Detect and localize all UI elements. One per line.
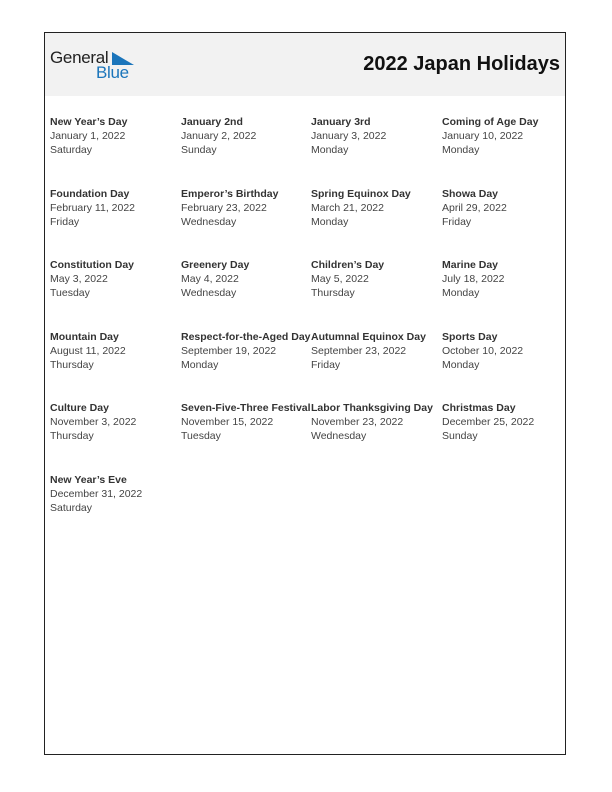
holiday-date: September 23, 2022 bbox=[311, 344, 407, 357]
holiday-weekday: Monday bbox=[311, 144, 349, 156]
holiday-weekday: Wednesday bbox=[311, 430, 367, 442]
page-header bbox=[45, 33, 565, 96]
holiday-entry bbox=[50, 187, 181, 259]
holiday-name: Mountain Day bbox=[50, 330, 119, 343]
holiday-date: November 23, 2022 bbox=[311, 416, 404, 428]
holiday-weekday: Monday bbox=[442, 144, 480, 156]
holiday-date: July 18, 2022 bbox=[442, 273, 505, 285]
holiday-entry bbox=[442, 187, 565, 259]
holiday-weekday: Monday bbox=[442, 287, 480, 299]
holiday-weekday: Thursday bbox=[50, 358, 94, 371]
logo-text-blue: Blue bbox=[96, 63, 129, 82]
holiday-name: Foundation Day bbox=[50, 187, 130, 200]
holiday-name: New Year’s Day bbox=[50, 116, 128, 128]
holiday-entry bbox=[50, 115, 181, 187]
holiday-date: October 10, 2022 bbox=[442, 344, 524, 357]
logo-text-general: General bbox=[50, 48, 109, 67]
holiday-name: New Year’s Eve bbox=[50, 473, 127, 486]
holiday-date: August 11, 2022 bbox=[50, 344, 126, 357]
holiday-name: Spring Equinox Day bbox=[311, 187, 411, 200]
holiday-date: May 4, 2022 bbox=[181, 273, 239, 285]
holiday-entry bbox=[50, 330, 181, 402]
holiday-weekday: Thursday bbox=[50, 430, 94, 442]
holiday-date: April 29, 2022 bbox=[442, 201, 507, 214]
holiday-name: Children’s Day bbox=[311, 259, 385, 271]
holiday-date: February 11, 2022 bbox=[50, 201, 136, 214]
holiday-entry bbox=[442, 258, 565, 330]
holiday-weekday: Tuesday bbox=[181, 430, 221, 442]
holiday-entry bbox=[311, 115, 442, 187]
calendar-page bbox=[44, 32, 566, 755]
holiday-entry bbox=[442, 115, 565, 187]
holiday-entry bbox=[311, 187, 442, 259]
holiday-date: September 19, 2022 bbox=[181, 344, 277, 357]
holiday-weekday: Sunday bbox=[181, 144, 217, 156]
holiday-name: Labor Thanksgiving Day bbox=[311, 402, 433, 414]
holiday-entry bbox=[50, 258, 181, 330]
holiday-entry bbox=[311, 258, 442, 330]
holiday-weekday: Monday bbox=[311, 215, 349, 228]
holiday-date: January 10, 2022 bbox=[442, 130, 524, 142]
holiday-entry bbox=[181, 401, 311, 473]
holiday-entry bbox=[311, 401, 442, 473]
holiday-date: January 1, 2022 bbox=[50, 130, 126, 142]
holiday-date: November 15, 2022 bbox=[181, 416, 274, 428]
holiday-name: Seven-Five-Three Festival bbox=[181, 402, 311, 414]
holiday-entry bbox=[50, 401, 181, 473]
holiday-weekday: Sunday bbox=[442, 430, 478, 442]
holiday-weekday: Saturday bbox=[50, 144, 93, 156]
holiday-name: Sports Day bbox=[442, 330, 498, 343]
holiday-weekday: Monday bbox=[181, 358, 219, 371]
holiday-entry bbox=[50, 473, 181, 545]
holiday-entry bbox=[311, 330, 442, 402]
holiday-date: December 25, 2022 bbox=[442, 416, 535, 428]
holiday-name: January 3rd bbox=[311, 116, 371, 128]
holiday-date: February 23, 2022 bbox=[181, 201, 267, 214]
generalblue-logo bbox=[50, 48, 140, 84]
holiday-name: January 2nd bbox=[181, 116, 243, 128]
holiday-entry bbox=[181, 330, 311, 402]
holiday-name: Christmas Day bbox=[442, 402, 516, 414]
holiday-weekday: Tuesday bbox=[50, 287, 90, 299]
holiday-weekday: Wednesday bbox=[181, 215, 237, 228]
holiday-name: Autumnal Equinox Day bbox=[311, 330, 426, 343]
holiday-entry bbox=[442, 401, 565, 473]
holiday-weekday: Friday bbox=[442, 215, 472, 228]
holiday-weekday: Wednesday bbox=[181, 287, 237, 299]
holiday-date: May 3, 2022 bbox=[50, 273, 108, 285]
holiday-entry bbox=[442, 330, 565, 402]
holiday-name: Coming of Age Day bbox=[442, 116, 539, 128]
holiday-name: Showa Day bbox=[442, 187, 499, 200]
holiday-weekday: Thursday bbox=[311, 287, 355, 299]
holiday-date: November 3, 2022 bbox=[50, 416, 137, 428]
holiday-name: Respect-for-the-Aged Day bbox=[181, 330, 311, 343]
holiday-date: May 5, 2022 bbox=[311, 273, 369, 285]
holiday-name: Constitution Day bbox=[50, 259, 134, 271]
holiday-name: Greenery Day bbox=[181, 259, 250, 271]
holiday-entry bbox=[181, 258, 311, 330]
holiday-name: Emperor’s Birthday bbox=[181, 187, 279, 200]
holiday-weekday: Saturday bbox=[50, 501, 93, 514]
holiday-weekday: Friday bbox=[50, 215, 80, 228]
holiday-name: Culture Day bbox=[50, 402, 109, 414]
holiday-date: January 3, 2022 bbox=[311, 130, 387, 142]
holiday-entry bbox=[181, 187, 311, 259]
holiday-name: Marine Day bbox=[442, 259, 499, 271]
holiday-weekday: Friday bbox=[311, 358, 341, 371]
holiday-grid bbox=[50, 115, 565, 544]
holiday-date: January 2, 2022 bbox=[181, 130, 257, 142]
page-title: 2022 Japan Holidays bbox=[363, 53, 560, 75]
holiday-weekday: Monday bbox=[442, 358, 480, 371]
holiday-date: March 21, 2022 bbox=[311, 201, 384, 214]
holiday-date: December 31, 2022 bbox=[50, 487, 143, 500]
holiday-entry bbox=[181, 115, 311, 187]
